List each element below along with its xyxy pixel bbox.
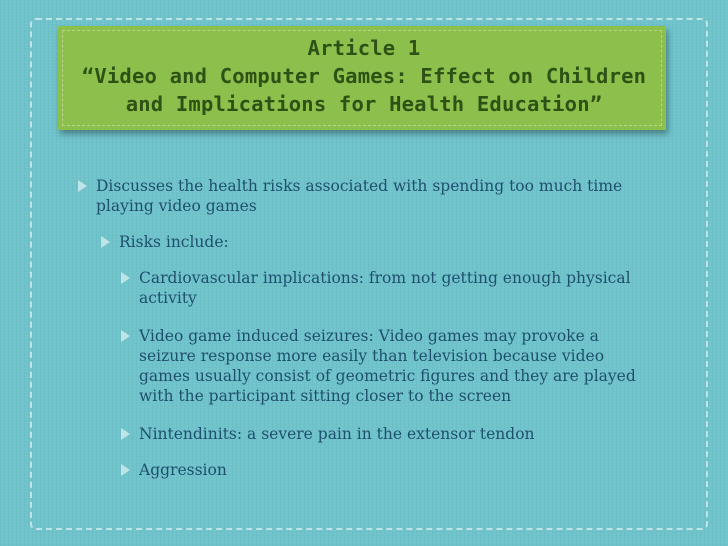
title-line: “Video and Computer Games: Effect on Children xyxy=(81,64,647,88)
title-line: Article 1 xyxy=(307,36,421,60)
bullet-arrow-icon xyxy=(121,272,130,284)
bullet-item xyxy=(139,326,709,406)
bullet-item xyxy=(119,232,679,252)
bullet-text: games usually consist of geometric figures and they are played xyxy=(139,367,636,385)
bullet-text: Risks include: xyxy=(119,233,229,251)
bullet-text: with the participant sitting closer to the screen xyxy=(139,387,512,405)
bullet-text: seizure response more easily than television because video xyxy=(139,347,605,365)
bullet-text: Video game induced seizures: Video games may provoke a xyxy=(139,327,599,345)
bullet-arrow-icon xyxy=(121,464,130,476)
title-line: and Implications for Health Education” xyxy=(125,92,603,116)
bullet-text: Aggression xyxy=(139,461,227,479)
bullet-arrow-icon xyxy=(101,236,110,248)
bullet-text: activity xyxy=(139,289,197,307)
bullet-item xyxy=(96,176,696,216)
bullet-item xyxy=(139,424,699,444)
bullet-item xyxy=(139,460,699,480)
bullet-arrow-icon xyxy=(121,330,130,342)
bullet-text: Discusses the health risks associated with spending too much time xyxy=(96,177,623,195)
bullet-text: Nintendinits: a severe pain in the extensor tendon xyxy=(139,425,535,443)
bullet-text: playing video games xyxy=(96,197,257,215)
bullet-arrow-icon xyxy=(121,428,130,440)
bullet-arrow-icon xyxy=(78,180,87,192)
bullet-item xyxy=(139,268,699,308)
bullet-text: Cardiovascular implications: from not getting enough physical xyxy=(139,269,631,287)
